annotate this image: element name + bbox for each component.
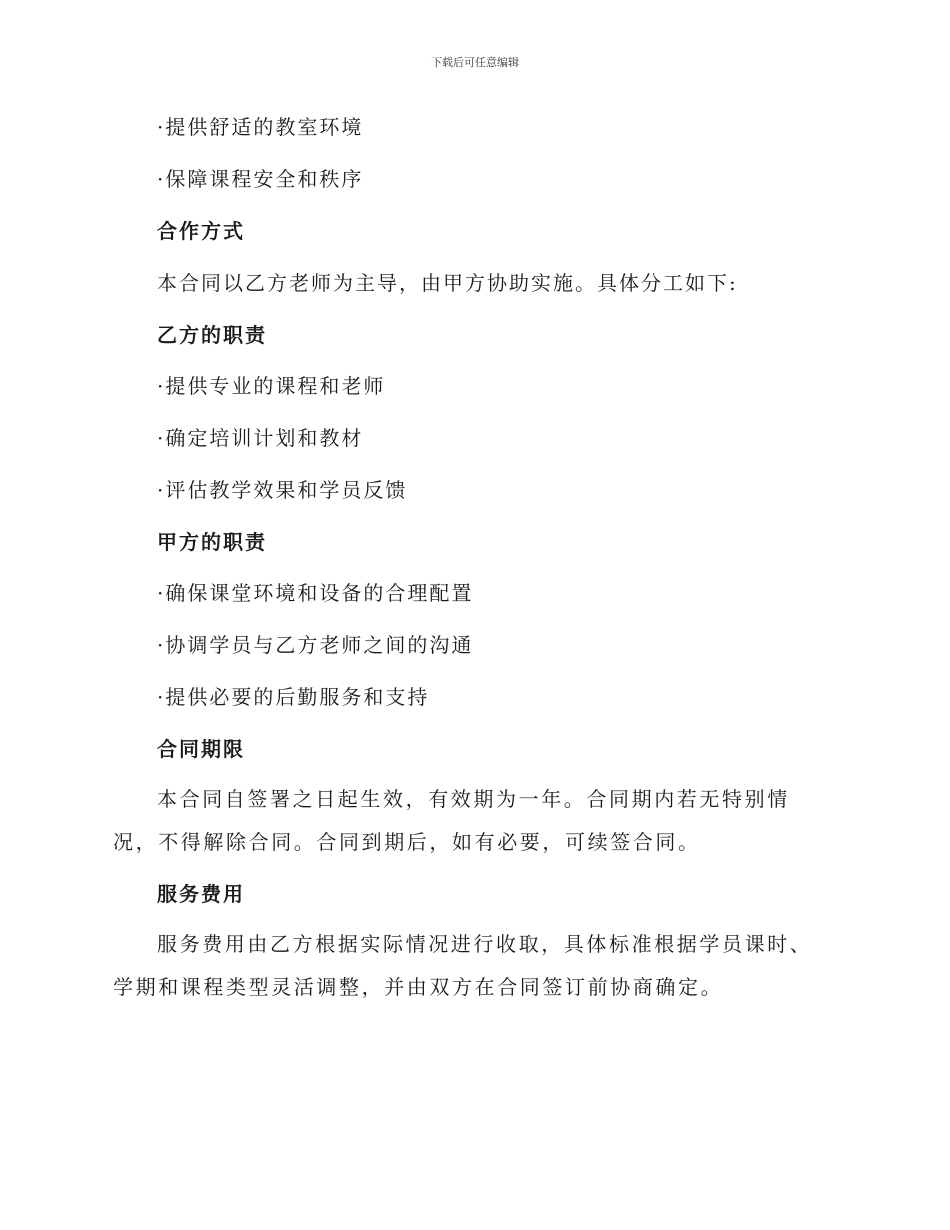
list-item: ·协调学员与乙方老师之间的沟通 <box>157 633 474 657</box>
section-heading-b-duties: 乙方的职责 <box>157 323 267 347</box>
fee-paragraph: 服务费用由乙方根据实际情况进行收取，具体标准根据学员课时、学期和课程类型灵活调整，并由双方在合同签订前协商确定。 <box>113 932 813 999</box>
section-heading-term: 合同期限 <box>157 737 245 761</box>
section-heading-a-duties: 甲方的职责 <box>157 530 267 554</box>
bullet-item: ·保障课程安全和秩序 <box>157 167 364 191</box>
page-header: 下载后可任意编辑 <box>431 56 519 69</box>
list-item: ·评估教学效果和学员反馈 <box>157 478 408 502</box>
bullet-item: ·提供舒适的教室环境 <box>157 115 364 139</box>
section-heading-fee: 服务费用 <box>157 882 245 906</box>
list-item: ·确定培训计划和教材 <box>157 426 364 450</box>
list-item: ·提供专业的课程和老师 <box>157 374 386 398</box>
intro-text: 本合同以乙方老师为主导，由甲方协助实施。具体分工如下: <box>157 271 738 295</box>
list-item: ·提供必要的后勤服务和支持 <box>157 685 430 709</box>
term-paragraph: 本合同自签署之日起生效，有效期为一年。合同期内若无特别情况，不得解除合同。合同到期后，如有必要，可续签合同。 <box>113 787 790 854</box>
list-item: ·确保课堂环境和设备的合理配置 <box>157 581 474 605</box>
section-heading-cooperation: 合作方式 <box>157 219 245 243</box>
